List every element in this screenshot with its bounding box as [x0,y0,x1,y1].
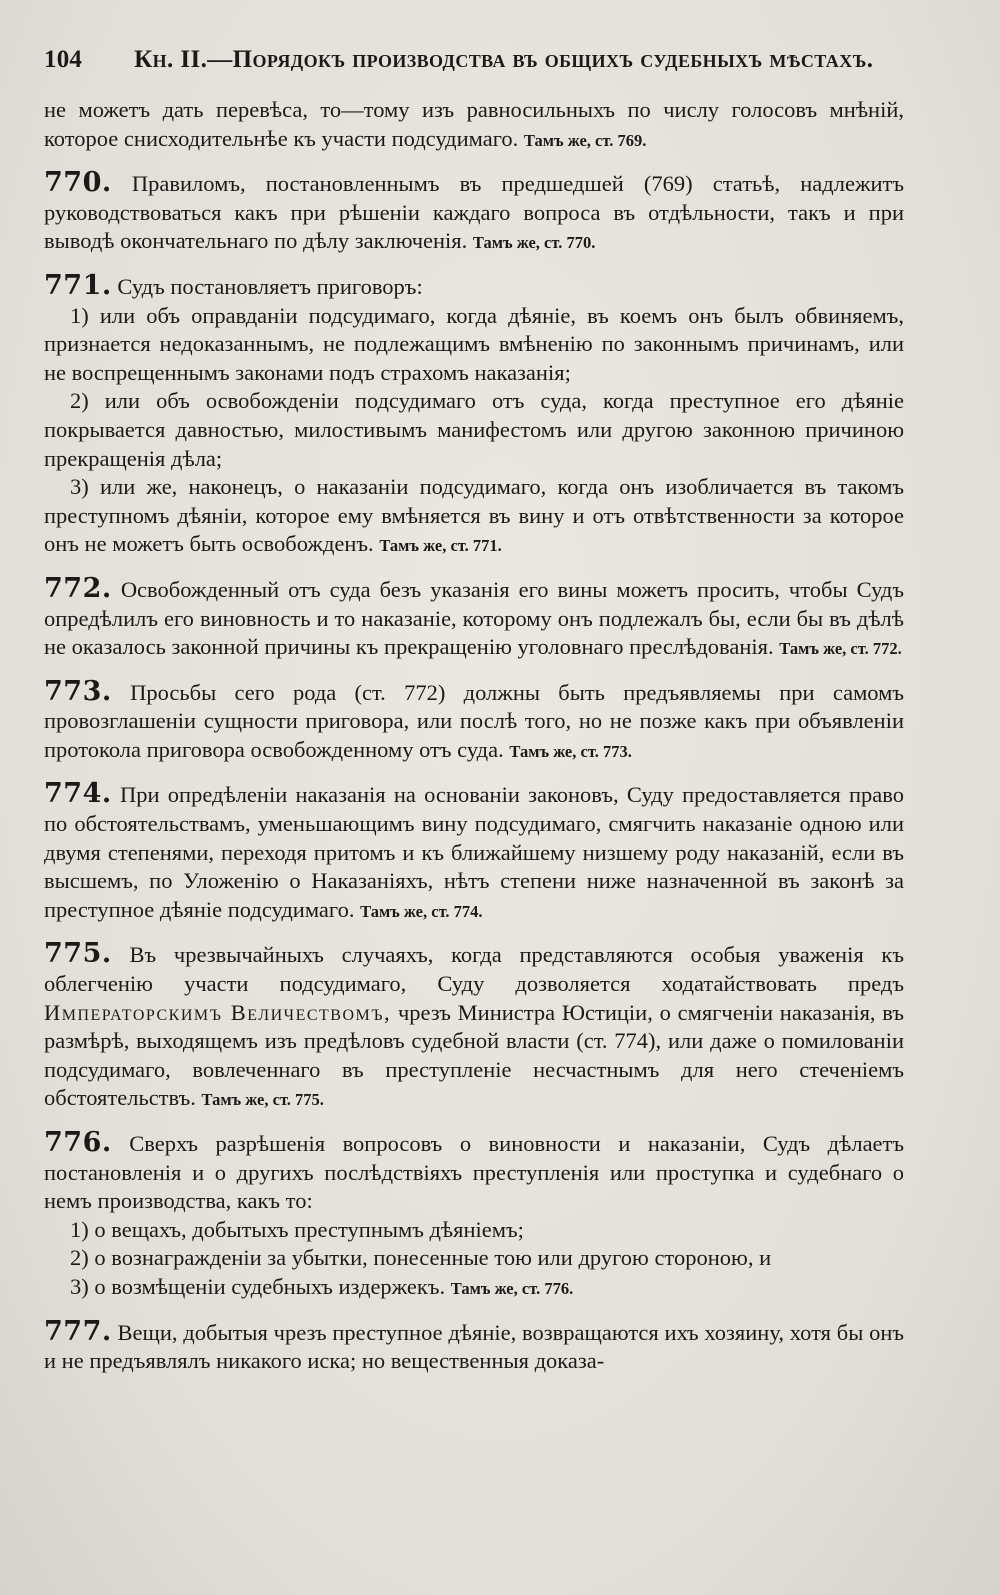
article-774-ref: Тамъ же, ст. 774. [360,901,483,921]
continuation-text: не можетъ дать перевѣса, то—тому изъ равносильныхъ по числу голосовъ мнѣній, которое снисходительнѣе къ участи подсудимаго. [44,97,904,151]
page-body [44,96,904,1376]
article-773-ref: Тамъ же, ст. 773. [509,741,632,761]
page-header [44,46,904,74]
article-773 [44,675,905,767]
article-775-imperial: Императорскимъ Величествомъ, [44,999,392,1025]
article-771-item-3 [44,473,904,561]
article-770-text: Правиломъ, постановленнымъ въ предшедшей (769) статьѣ, надлежитъ руководствоваться какъ при рѣшеніи каждаго вопроса въ отдѣльности, такъ и при выводѣ окончательнаго по дѣлу заключенія. [44,171,905,254]
article-777-text: Вещи, добытыя чрезъ преступное дѣяніе, возвращаются ихъ хозяину, хотя бы онъ и не предъявлялъ никакого иска; но вещественныя доказа- [44,1319,905,1374]
page-number: 104 [44,46,83,73]
continuation-paragraph [44,96,904,155]
article-776-item-3 [44,1273,904,1304]
article-776-ref: Тамъ же, ст. 776. [450,1278,574,1298]
article-772-ref: Тамъ же, ст. 772. [779,639,902,659]
article-776 [44,1129,904,1304]
article-770-number: 770. [44,167,112,199]
article-770-ref: Тамъ же, ст. 770. [472,233,596,253]
article-772 [44,572,905,664]
article-774-number: 774. [44,778,112,810]
article-770 [44,169,904,258]
article-776-item-2: 2) о вознагражденіи за убытки, понесенные тою или другою стороною, и [70,1245,772,1271]
article-775-number: 775. [44,938,112,970]
article-774-text: При опредѣленіи наказанія на основаніи законовъ, Суду предоставляется право по обстоятельствамъ, уменьшающимъ вину подсудимаго, смягчить наказаніе одною или двумя степенями, переходя притомъ и къ ближайшему низшему роду наказаній, если въ высшемъ, по Уложенію о Наказаніяхъ, нѣтъ степени ниже назначенной въ законѣ за преступное дѣяніе подсудимаго. [44,782,904,922]
article-776-number: 776. [44,1127,112,1158]
article-771-ref: Тамъ же, ст. 771. [379,536,502,556]
article-771 [44,269,904,561]
article-771-item-1: 1) или объ оправданіи подсудимаго, когда дѣяніе, въ коемъ онъ былъ обвиняемъ, признается недоказаннымъ, не подлежащимъ вмѣненію по законнымъ причинамъ, или не воспрещеннымъ законами подъ страхомъ наказанія; [44,302,904,385]
article-771-number: 771. [44,269,112,301]
article-775-text-a: Въ чрезвычайныхъ случаяхъ, когда представляются особыя уваженія къ облегченію участи подсудимаго, Суду дозволяется ходатайствовать предъ [44,942,904,997]
article-773-text: Просьбы сего рода (ст. 772) должны быть предъявляемы при самомъ провозглашеніи сущности приговора, или послѣ того, но не позже какъ при объявленіи протокола приговора освобожденному отъ суда. [44,679,905,762]
article-775-ref: Тамъ же, ст. 775. [201,1090,324,1110]
article-776-text: Сверхъ разрѣшенія вопросовъ о виновности и наказаніи, Судъ дѣлаетъ постановленія и о другихъ послѣдствіяхъ преступленія или проступка и судебнаго о немъ производства, какъ то: [44,1131,905,1214]
article-771-intro: Судъ постановляетъ приговоръ: [117,273,423,299]
article-771-item-3-text: 3) или же, наконецъ, о наказаніи подсудимаго, когда онъ изобличается въ такомъ преступномъ дѣяніи, которое ему вмѣняется въ вину и отъ отвѣтственности за которое онъ не можетъ быть освобожденъ. [44,474,904,557]
article-776-item-1: 1) о вещахъ, добытыхъ преступнымъ дѣяніемъ; [70,1216,524,1242]
article-777-number: 777. [44,1315,112,1347]
article-772-number: 772. [44,572,112,604]
continuation-ref: Тамъ же, ст. 769. [523,130,647,150]
article-773-number: 773. [44,675,112,707]
article-774 [44,780,904,926]
running-title: Кн. II.—Порядокъ производства въ общихъ судебныхъ мѣстахъ. [134,46,874,73]
article-776-item-3-text: 3) о возмѣщеніи судебныхъ издержекъ. [70,1273,446,1299]
article-775-text-b: чрезъ Министра Юстиціи, о смягченіи наказанія, въ размѣрѣ, выходящемъ изъ предѣловъ судебной власти (ст. 774), или даже о помилованіи подсудимаго, вовлеченнаго въ преступленіе несчастнымъ для него стеченіемъ обстоятельствъ. [44,999,904,1111]
article-775 [44,940,904,1115]
article-771-item-2: 2) или объ освобожденіи подсудимаго отъ суда, когда преступное его дѣяніе покрывается давностью, милостивымъ манифестомъ или другою законною причиною прекращенія дѣла; [44,388,904,471]
article-772-text: Освобожденный отъ суда безъ указанія его вины можетъ просить, чтобы Судъ опредѣлилъ его виновность и то наказаніе, которому онъ подлежалъ бы, если бы въ дѣлѣ не оказалось законной причины къ прекращенію уголовнаго преслѣдованія. [44,576,905,660]
article-777 [44,1315,905,1376]
